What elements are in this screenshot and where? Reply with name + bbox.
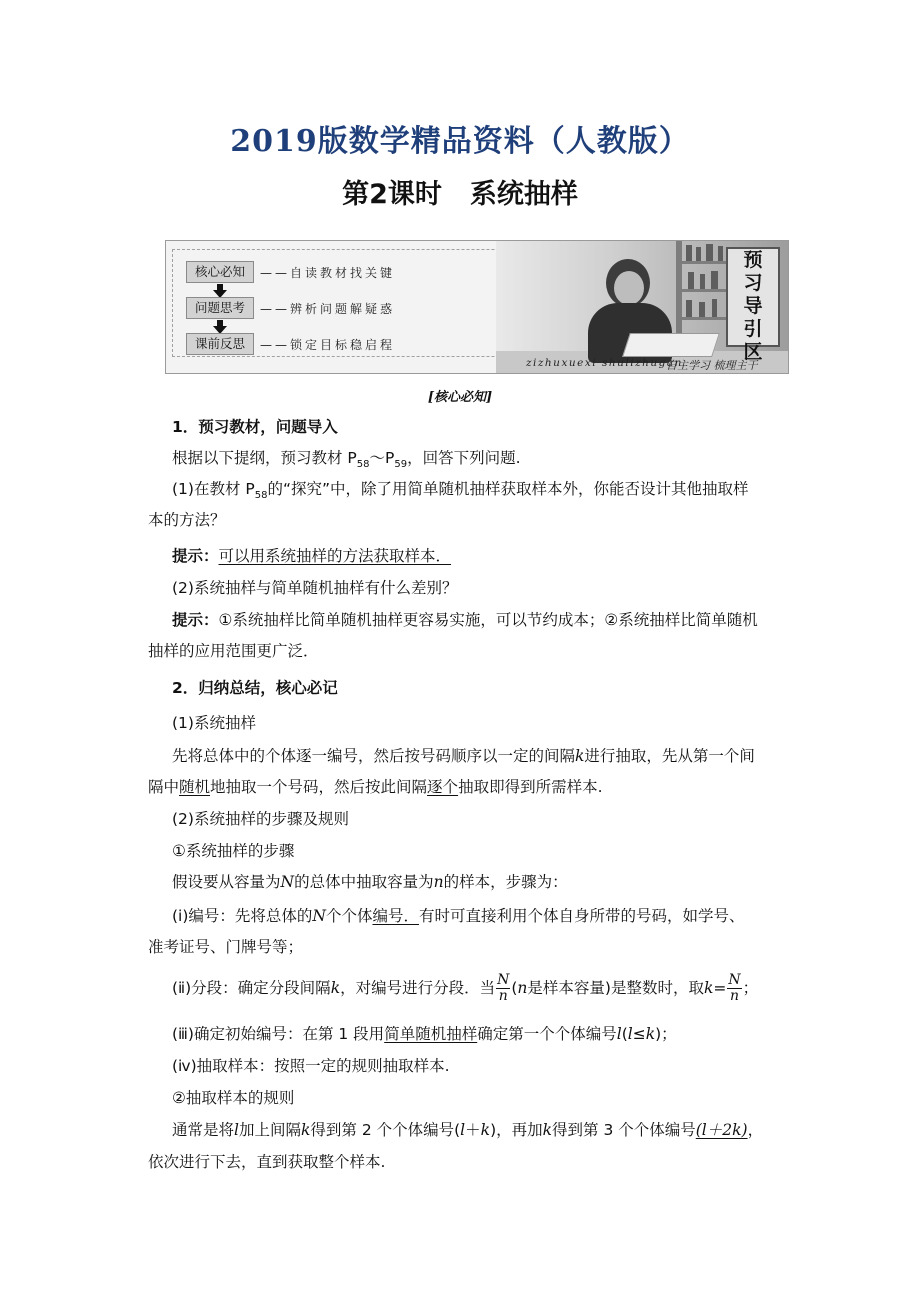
text: 的“探究”中，除了用简单随机抽样获取样本外，你能否设计其他抽取样 <box>267 480 749 498</box>
preview-banner <box>165 240 789 374</box>
hint-2-cont <box>148 641 763 661</box>
text: 是样本容量)是整数时，取 <box>527 979 704 997</box>
intro-line <box>172 448 787 475</box>
underlined-term: 编号． <box>372 907 419 925</box>
hint-label: 提示： <box>172 611 219 629</box>
variable: N <box>312 907 326 925</box>
text: 得到第 3 个个体编号 <box>552 1121 696 1139</box>
text: 加上间隔 <box>238 1121 301 1139</box>
variable: l <box>616 1025 622 1043</box>
down-arrow-icon <box>213 284 227 298</box>
hint-answer: ①系统抽样比简单随机抽样更容易实施，可以节约成本；②系统抽样比简单随机 <box>218 611 758 629</box>
question-1-cont <box>148 510 763 530</box>
text: ，回答下列问题. <box>407 449 521 467</box>
text: ～P <box>369 449 395 467</box>
text: (ⅳ)抽取样本：按照一定的规则抽取样本. <box>172 1057 450 1075</box>
variable: k <box>542 1121 553 1139</box>
text: (ⅱ)分段：确定分段间隔 <box>172 979 331 997</box>
underlined-term: (l＋2k) <box>695 1121 748 1139</box>
text: 得到第 2 个个体编号( <box>310 1121 461 1139</box>
text: (2)系统抽样与简单随机抽样有什么差别？ <box>172 579 458 597</box>
flow-box-core: 核心必知 <box>186 261 254 283</box>
text: ，对编号进行分段．当 <box>340 979 496 997</box>
text: ； <box>742 979 759 997</box>
text: (2)系统抽样的步骤及规则 <box>172 810 349 828</box>
question-2 <box>172 578 787 598</box>
text: (1)系统抽样 <box>172 714 256 732</box>
fraction-N-over-n <box>496 973 510 1004</box>
step-1-cont <box>148 937 763 957</box>
variable: l <box>234 1121 239 1139</box>
lesson-number: 第2课时 <box>342 179 442 210</box>
step-4 <box>172 1056 787 1076</box>
text: ①系统抽样的步骤 <box>172 842 295 860</box>
underlined-term: 逐个 <box>427 778 459 796</box>
heading-summary <box>172 678 787 698</box>
text: 通常是将 <box>172 1121 235 1139</box>
heading-text: 2．归纳总结，核心必记 <box>172 679 338 697</box>
text: )； <box>655 1025 677 1043</box>
banner-photo <box>496 241 788 373</box>
variable: l <box>460 1121 466 1139</box>
variable: n <box>517 979 528 997</box>
text: 抽取即得到所需样本. <box>458 778 603 796</box>
hint-2 <box>172 610 787 630</box>
subscript: 58 <box>254 490 268 502</box>
text: 先将总体中的个体逐一编号，然后按号码顺序以一定的间隔 <box>172 747 576 765</box>
text: 地抽取一个号码，然后按此间隔 <box>210 778 428 796</box>
flow-desc-core: ——自读教材找关键 <box>260 266 396 280</box>
text: 的样本，步骤为： <box>443 873 568 891</box>
text: 确定第一个个体编号 <box>477 1025 617 1043</box>
text: 隔中 <box>148 778 180 796</box>
hint-1 <box>172 546 787 566</box>
hint-label: 提示： <box>172 547 219 565</box>
variable: k <box>301 1121 311 1139</box>
fraction-numerator: N <box>728 972 741 988</box>
variable: k <box>330 979 341 997</box>
text: ( <box>621 1025 628 1043</box>
variable: k <box>480 1121 491 1139</box>
section-tag: [核心必知] <box>427 390 493 405</box>
side-label-char: 引 <box>743 318 763 340</box>
text: ( <box>511 979 518 997</box>
lesson-topic: 系统抽样 <box>469 179 578 210</box>
question-1 <box>172 479 787 506</box>
variable: k <box>575 747 585 765</box>
fraction-numerator: N <box>497 972 510 988</box>
preview-guide-label <box>726 247 780 363</box>
text: 有时可直接利用个体自身所带的号码，如学号、 <box>419 907 745 925</box>
flow-desc-question: ——辨析问题解疑惑 <box>260 302 396 316</box>
definition-line-2 <box>148 777 763 797</box>
text: (1)在教材 P <box>172 480 255 498</box>
underlined-term: 简单随机抽样 <box>384 1025 478 1043</box>
lesson-title <box>0 172 920 211</box>
flow-box-question: 问题思考 <box>186 297 254 319</box>
hint-answer: 可以用系统抽样的方法获取样本． <box>218 547 452 565</box>
flow-desc-reflect: ——锁定目标稳启程 <box>260 338 396 352</box>
text: ， <box>747 1121 764 1139</box>
subsection-title <box>172 1088 787 1108</box>
step-1 <box>172 906 787 926</box>
text: (ⅰ)编号：先将总体的 <box>172 907 313 925</box>
underlined-term: 随机 <box>179 778 211 796</box>
text: 个个体 <box>325 907 373 925</box>
section-title <box>172 809 787 829</box>
fraction-denominator: n <box>729 988 740 1004</box>
section-title <box>172 713 787 733</box>
variable: n <box>433 873 444 891</box>
variable: k <box>645 1025 656 1043</box>
text: (ⅲ)确定初始编号：在第 1 段用 <box>172 1025 385 1043</box>
variable: k <box>703 979 714 997</box>
rule-line-1 <box>172 1120 787 1140</box>
text: 根据以下提纲，预习教材 P <box>172 449 357 467</box>
step-2 <box>172 970 787 1006</box>
side-label-char: 预 <box>743 249 763 271</box>
heading-text: 1．预习教材，问题导入 <box>172 418 338 436</box>
step-3 <box>172 1024 787 1044</box>
heading-preview <box>172 417 787 437</box>
rule-line-2 <box>148 1152 763 1172</box>
fraction-denominator: n <box>498 988 508 1004</box>
hint-answer: 抽样的应用范围更广泛． <box>148 642 319 660</box>
banner-pinyin: zizhuxuexi shulizhugan <box>526 357 683 369</box>
subsection-title <box>172 841 787 861</box>
side-label-char: 区 <box>743 341 763 363</box>
document-top-title: 2019版数学精品资料（人教版） <box>230 124 690 159</box>
text: 进行抽取，先从第一个间 <box>584 747 755 765</box>
text: )，再加 <box>490 1121 543 1139</box>
down-arrow-icon <box>213 320 227 334</box>
text: ≤ <box>632 1025 646 1043</box>
text: 的总体中抽取容量为 <box>294 873 434 891</box>
variable: l <box>627 1025 633 1043</box>
text: = <box>713 979 727 997</box>
fraction-N-over-n <box>727 973 741 1004</box>
text: 本的方法？ <box>148 511 226 529</box>
text: 准考证号、门牌号等； <box>148 938 304 956</box>
variable: N <box>280 873 295 891</box>
subscript: 58 <box>356 459 370 471</box>
subscript: 59 <box>394 459 408 471</box>
assumption-line <box>172 872 787 892</box>
side-label-char: 习 <box>743 272 763 294</box>
definition-line-1 <box>172 746 787 766</box>
flow-box-reflect: 课前反思 <box>186 333 254 355</box>
text: 假设要从容量为 <box>172 873 281 891</box>
text: ②抽取样本的规则 <box>172 1089 295 1107</box>
side-label-char: 导 <box>743 295 763 317</box>
text: ＋ <box>465 1121 481 1139</box>
text: 依次进行下去，直到获取整个样本. <box>148 1153 386 1171</box>
banner-footer-text: 自主学习 梳理主干 <box>666 359 758 372</box>
